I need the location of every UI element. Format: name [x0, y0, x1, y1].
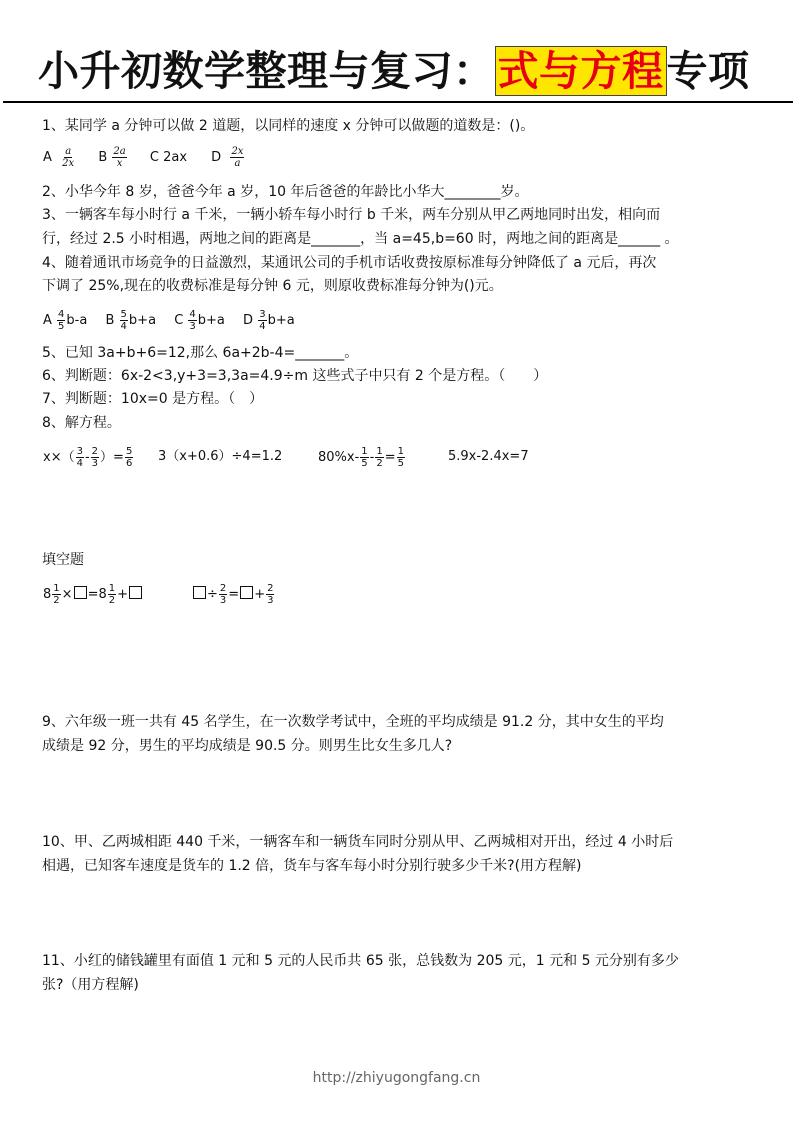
q4-options [43, 309, 295, 332]
question-1: 1、某同学 a 分钟可以做 2 道题，以同样的速度 x 分钟可以做题的道数是：()。 [42, 118, 535, 134]
q1-option-b: B $\frac{2a}{x}$ [98, 146, 126, 169]
question-3-line-1: 3、一辆客车每小时行 a 千米，一辆小轿车每小时行 b 千米，两车分别从甲乙两地同时出发，相向而 [42, 207, 661, 223]
question-2: 2、小华今年 8 岁，爸爸今年 a 岁，10 年后爸爸的年龄比小华大________岁。 [42, 184, 529, 200]
blank-box-icon [129, 586, 142, 599]
title-divider [3, 101, 793, 103]
question-9-line-1: 9、六年级一班一共有 45 名学生，在一次数学考试中，全班的平均成绩是 91.2 分，其中女生的平均 [42, 714, 664, 730]
page-title [38, 44, 750, 98]
q4-option-d: D $\frac{3}{4}$ b+a [243, 309, 295, 332]
q4-option-a: A $\frac{4}{5}$ b-a [43, 309, 88, 332]
q1-option-a: A $\frac{a}{2x}$ [43, 146, 75, 169]
fill-expression-1: 8 $\frac{1}{2}$ × =8 $\frac{1}{2}$ + [43, 583, 143, 606]
question-4-line-1: 4、随着通讯市场竞争的日益激烈，某通讯公司的手机市话收费按原标准每分钟降低了 a 元后，再次 [42, 255, 657, 271]
question-11-line-2: 张?（用方程解) [42, 977, 139, 993]
footer-url: http://zhiyugongfang.cn [312, 1070, 481, 1086]
q1-options [43, 146, 245, 169]
title-suffix: 专项 [666, 47, 750, 95]
q1-option-d: D $\frac{2x}{a}$ [211, 146, 244, 169]
question-8: 8、解方程。 [42, 415, 121, 431]
blank-box-icon [193, 586, 206, 599]
question-3-line-2: 行，经过 2.5 小时相遇，两地之间的距离是_______，当 a=45,b=60 时，两地之间的距离是______ 。 [42, 231, 679, 247]
question-6: 6、判断题：6x-2<3,y+3=3,3a=4.9÷m 这些式子中只有 2 个是方程。（ ） [42, 368, 548, 384]
q8-equation-3: 80%x- $\frac{1}{5}$ - $\frac{1}{2}$ = $\frac{1}{5}$ [318, 446, 405, 469]
fill-expression-2: ÷ $\frac{2}{3}$ = + $\frac{2}{3}$ [192, 583, 275, 606]
q4-option-c: C $\frac{4}{3}$ b+a [174, 309, 225, 332]
q8-equation-2: 3（x+0.6）÷4=1.2 [158, 449, 283, 464]
blank-box-icon [240, 586, 253, 599]
question-10-line-2: 相遇，已知客车速度是货车的 1.2 倍，货车与客车每小时分别行驶多少千米?(用方程解) [42, 858, 582, 874]
question-7: 7、判断题：10x=0 是方程。（ ） [42, 391, 264, 407]
question-10-line-1: 10、甲、乙两城相距 440 千米，一辆客车和一辆货车同时分别从甲、乙两城相对开出，经过 4 小时后 [42, 834, 674, 850]
blank-box-icon [74, 586, 87, 599]
title-highlight: 式与方程 [495, 46, 667, 96]
question-9-line-2: 成绩是 92 分，男生的平均成绩是 90.5 分。则男生比女生多几人? [42, 738, 453, 754]
q8-equation-4: 5.9x-2.4x=7 [448, 449, 529, 464]
question-11-line-1: 11、小红的储钱罐里有面值 1 元和 5 元的人民币共 65 张，总钱数为 205 元，1 元和 5 元分别有多少 [42, 953, 679, 969]
q1-option-c: C 2ax [149, 150, 188, 165]
question-5: 5、已知 3a+b+6=12,那么 6a+2b-4=_______。 [42, 345, 359, 361]
q8-equation-1: x×（ $\frac{3}{4}$ - $\frac{2}{3}$ ）= $\frac{5}{6}$ [43, 446, 133, 469]
q4-option-b: B $\frac{5}{4}$ b+a [105, 309, 157, 332]
title-prefix: 小升初数学整理与复习： [38, 47, 495, 95]
question-4-line-2: 下调了 25%,现在的收费标准是每分钟 6 元，则原收费标准每分钟为()元。 [42, 278, 503, 294]
fill-heading: 填空题 [42, 552, 84, 568]
